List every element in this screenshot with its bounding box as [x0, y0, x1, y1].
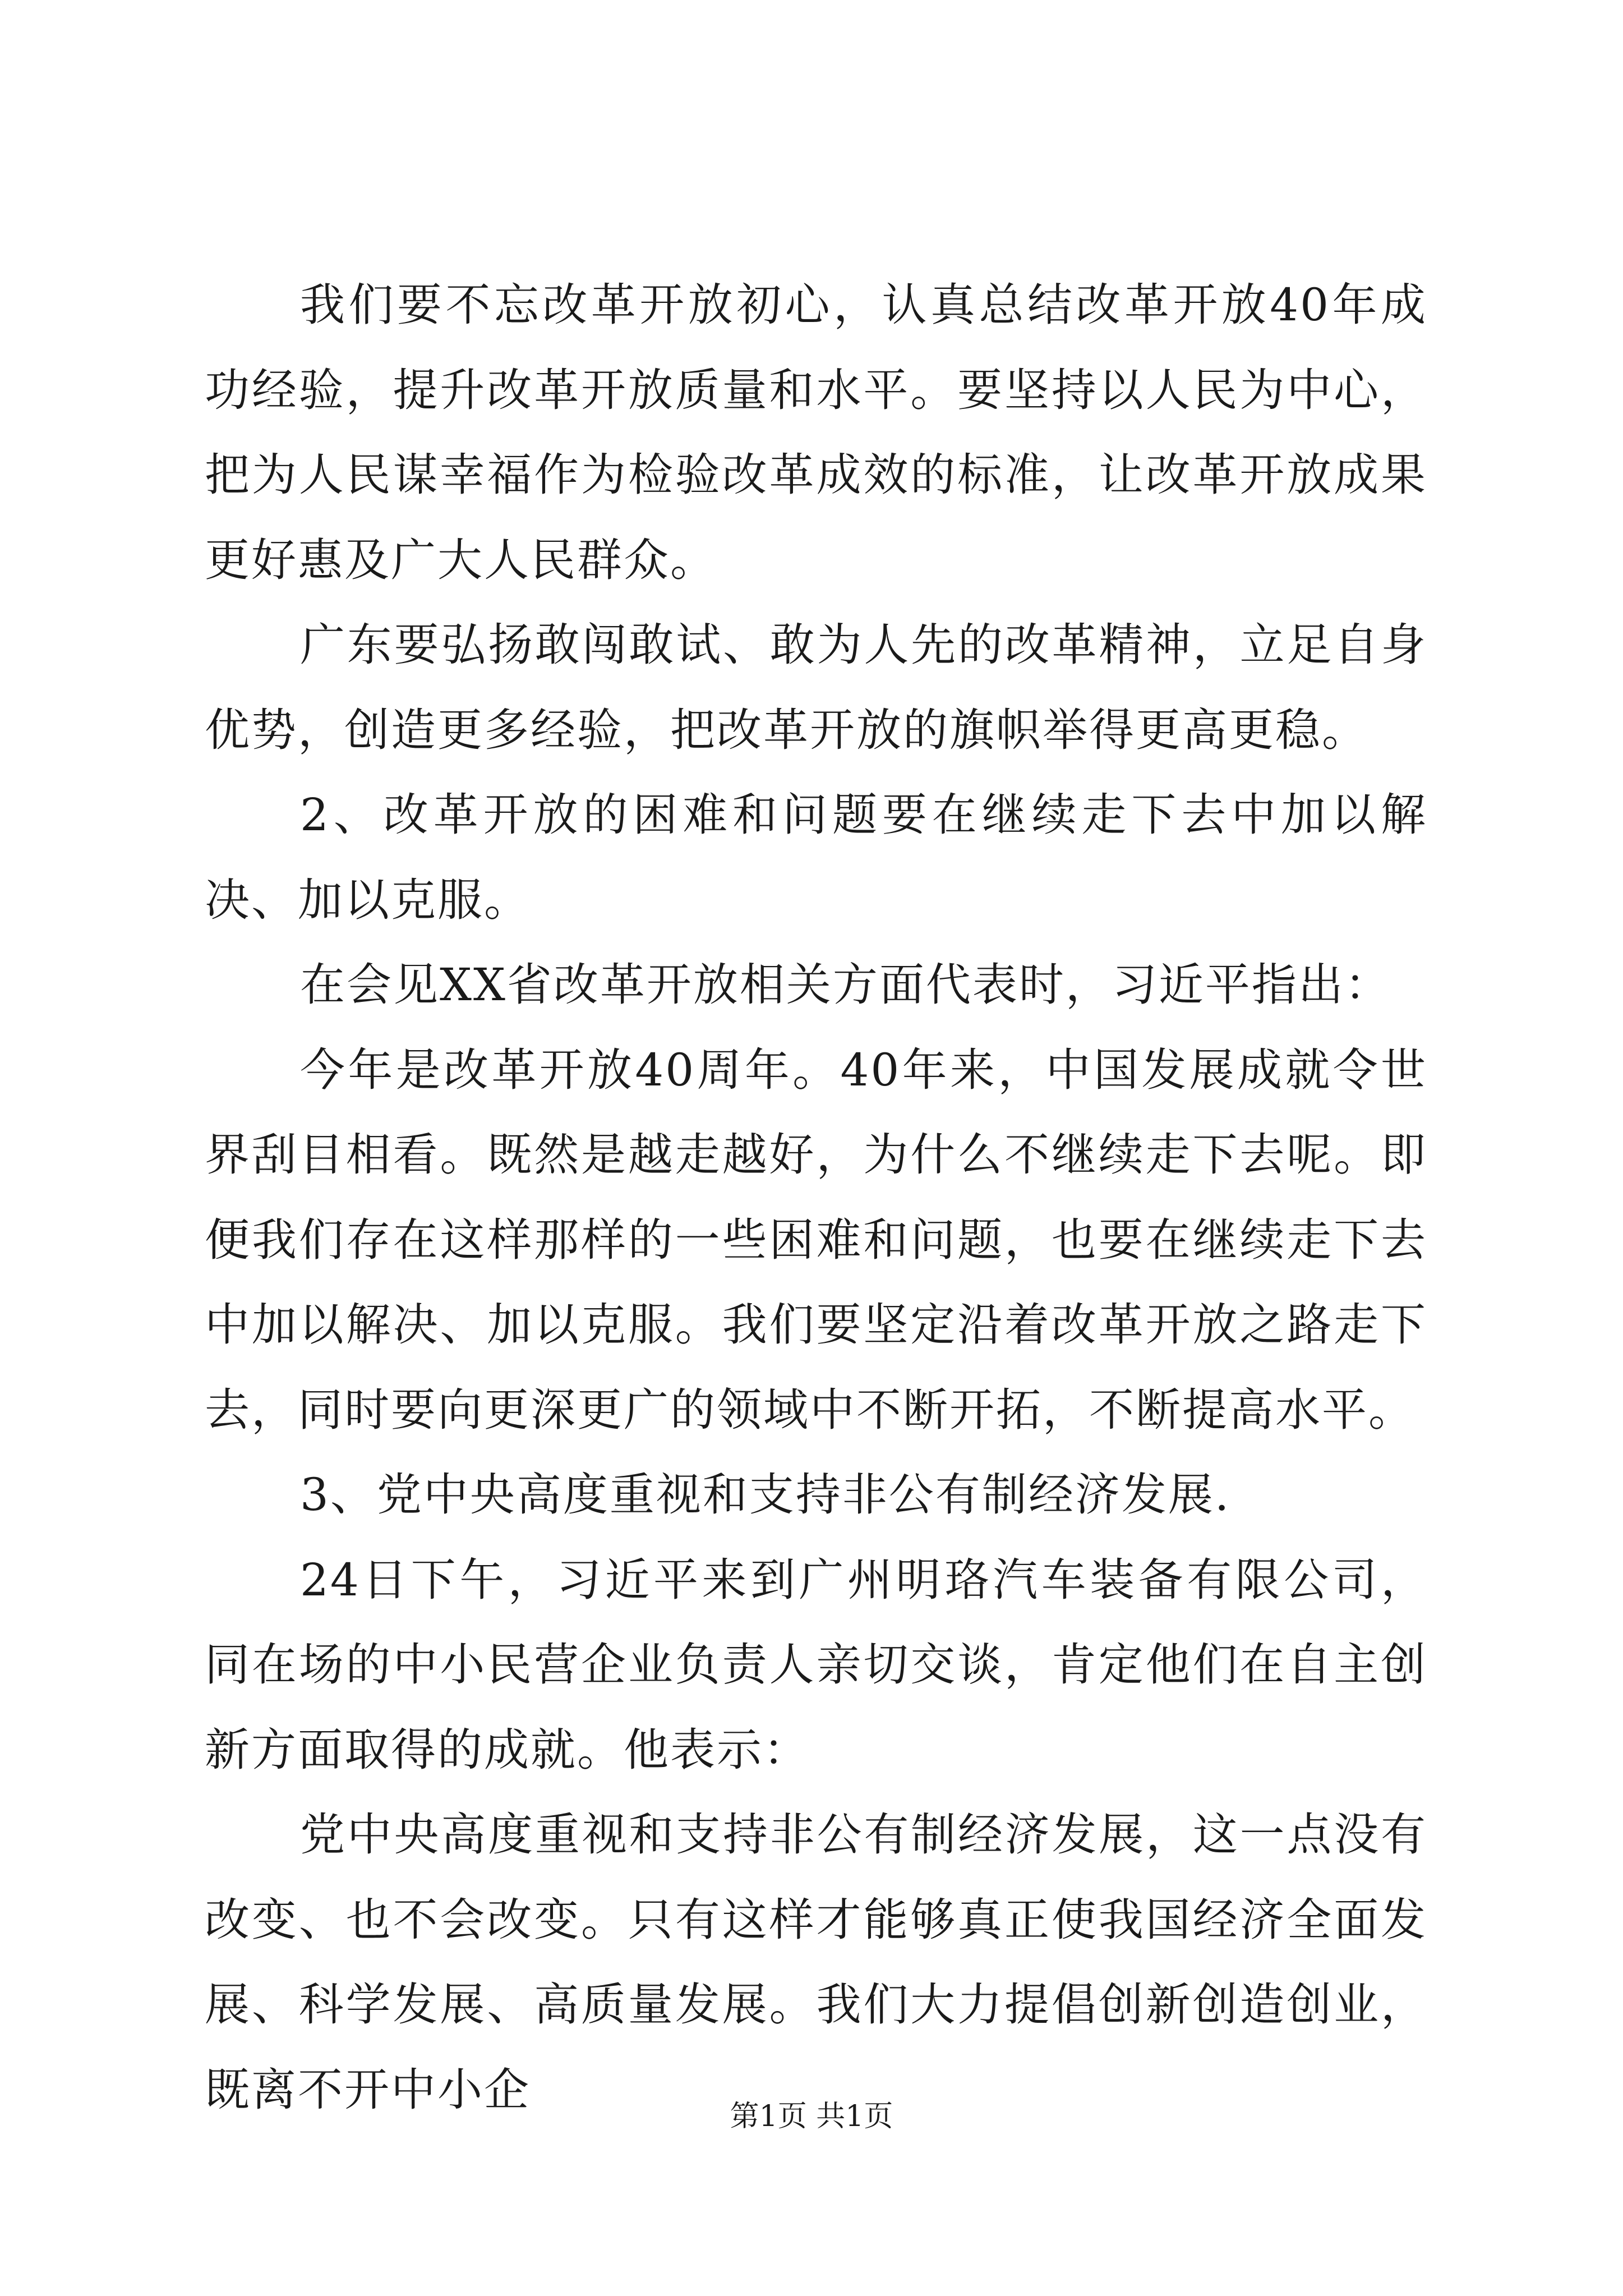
document-body: [205, 263, 1427, 2132]
paragraph-2: 广东要弘扬敢闯敢试、敢为人先的改革精神，立足自身优势，创造更多经验，把改革开放的旗帜举得更高更稳。: [205, 619, 1427, 756]
paragraph-7: 24日下午，习近平来到广州明珞汽车装备有限公司，同在场的中小民营企业负责人亲切交谈，肯定他们在自主创新方面取得的成就。他表示：: [205, 1553, 1427, 1776]
paragraph-1: 我们要不忘改革开放初心，认真总结改革开放40年成功经验，提升改革开放质量和水平。要坚持以人民为中心，把为人民谋幸福作为检验改革成效的标准，让改革开放成果更好惠及广大人民群众。: [205, 279, 1427, 586]
paragraph-4: 在会见XX省改革开放相关方面代表时，习近平指出：: [300, 959, 1391, 1011]
paragraph-3: 2、改革开放的困难和问题要在继续走下去中加以解决、加以克服。: [205, 789, 1427, 926]
paragraph-6: 3、党中央高度重视和支持非公有制经济发展.: [300, 1469, 1231, 1521]
paragraph-5: 今年是改革开放40周年。40年来，中国发展成就令世界刮目相看。既然是越走越好，为什么不继续走下去呢。即便我们存在这样那样的一些困难和问题，也要在继续走下去中加以解决、加以克服。我们要坚定沿着改革开放之路走下去，同时要向更深更广的领域中不断开拓，不断提高水平。: [205, 1043, 1427, 1436]
page-footer: 第1页 共1页: [730, 2100, 893, 2133]
paragraph-8: 党中央高度重视和支持非公有制经济发展，这一点没有改变、也不会改变。只有这样才能够真正使我国经济全面发展、科学发展、高质量发展。我们大力提倡创新创造创业，既离不开中小企: [205, 1809, 1427, 2116]
